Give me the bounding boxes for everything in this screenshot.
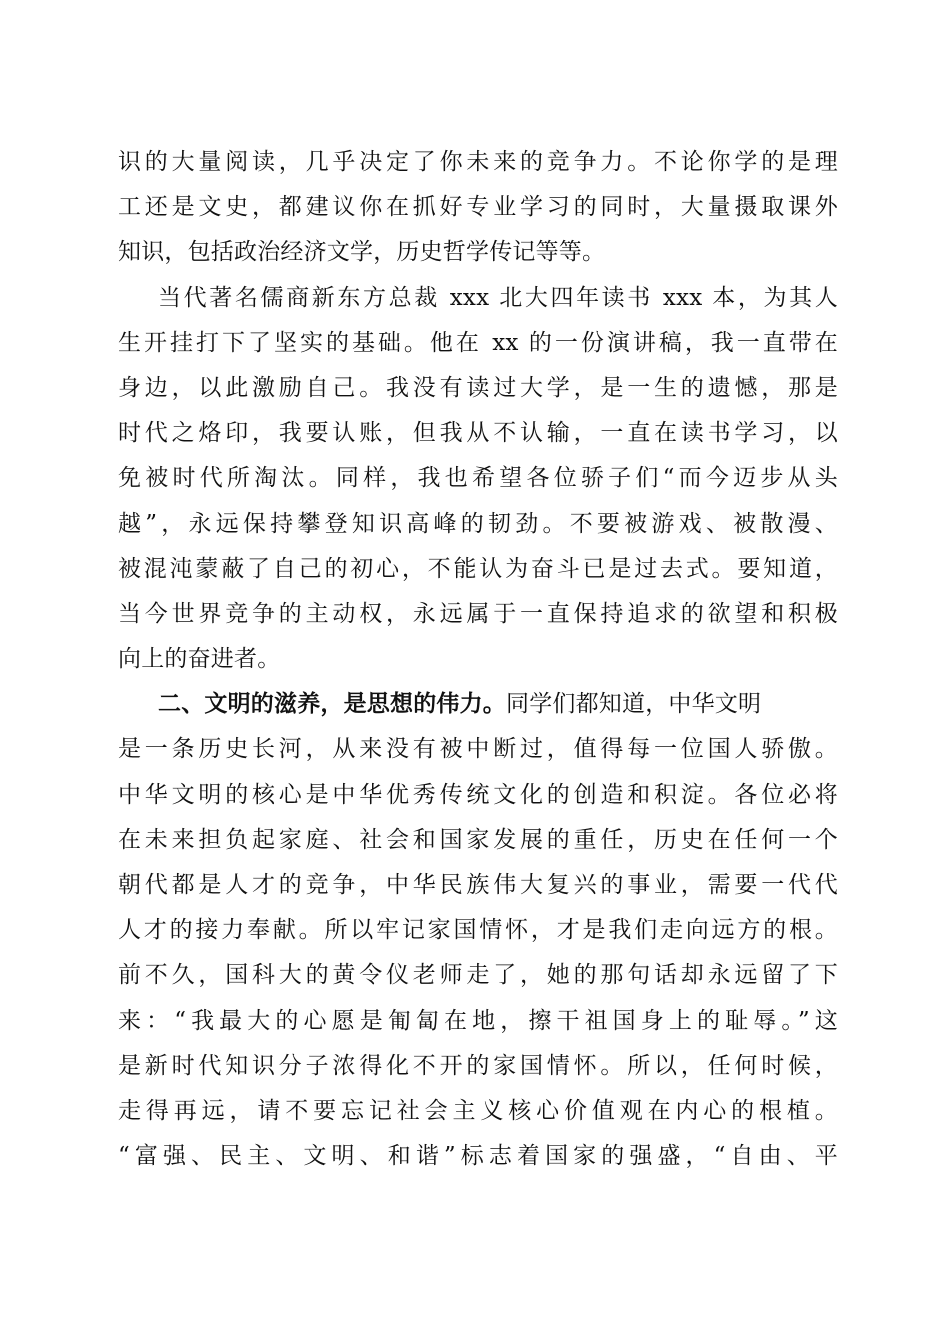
text-line: 是新时代知识分子浓得化不开的家国情怀。所以，任何时候， bbox=[118, 1052, 838, 1079]
text-line: 人才的接力奉献。所以牢记家国情怀，才是我们走向远方的根。 bbox=[118, 917, 838, 944]
text-line: 身边，以此激励自己。我没有读过大学，是一生的遗憾，那是 bbox=[118, 374, 838, 401]
text-line: 当今世界竞争的主动权，永远属于一直保持追求的欲望和积极 bbox=[118, 600, 838, 627]
section-heading-continuation: 同学们都知道，中华文明 bbox=[506, 691, 762, 718]
document-body bbox=[118, 140, 838, 1179]
text-line: 识的大量阅读，几乎决定了你未来的竞争力。不论你学的是理 bbox=[118, 149, 838, 175]
text-line: 来：“我最大的心愿是匍匐在地，擦干祖国身上的耻辱。”这 bbox=[118, 1007, 838, 1034]
text-line: 前不久，国科大的黄令仪老师走了，她的那句话却永远留了下 bbox=[118, 962, 838, 989]
section-heading: 二、文明的滋养，是思想的伟力。 bbox=[158, 691, 506, 718]
text-line: 向上的奋进者。 bbox=[118, 646, 281, 673]
text-line: 当代著名儒商新东方总裁 xxx 北大四年读书 xxx 本，为其人 bbox=[158, 284, 838, 311]
text-line: 知识，包括政治经济文学，历史哲学传记等等。 bbox=[118, 239, 606, 266]
text-line: 生开挂打下了坚实的基础。他在 xx 的一份演讲稿，我一直带在 bbox=[118, 329, 838, 356]
text-line: 时代之烙印，我要认账，但我从不认输，一直在读书学习，以 bbox=[118, 420, 838, 447]
text-line: 是一条历史长河，从来没有被中断过，值得每一位国人骄傲。 bbox=[118, 736, 838, 763]
text-line: 越”，永远保持攀登知识高峰的韧劲。不要被游戏、被散漫、 bbox=[118, 510, 838, 537]
text-line: 走得再远，请不要忘记社会主义核心价值观在内心的根植。 bbox=[118, 1097, 838, 1124]
text-line: 工还是文史，都建议你在抓好专业学习的同时，大量摄取课外 bbox=[118, 194, 838, 221]
section-heading-line bbox=[118, 682, 838, 727]
text-line: 中华文明的核心是中华优秀传统文化的创造和积淀。各位必将 bbox=[118, 781, 838, 808]
text-line: 朝代都是人才的竞争，中华民族伟大复兴的事业，需要一代代 bbox=[118, 872, 838, 898]
text-line: 在未来担负起家庭、社会和国家发展的重任，历史在任何一个 bbox=[118, 826, 838, 853]
text-line: “富强、民主、文明、和谐”标志着国家的强盛，“自由、平 bbox=[118, 1143, 838, 1170]
text-line: 免被时代所淘汰。同样，我也希望各位骄子们“而今迈步从头 bbox=[118, 465, 838, 492]
text-line: 被混沌蒙蔽了自己的初心，不能认为奋斗已是过去式。要知道， bbox=[118, 555, 838, 582]
